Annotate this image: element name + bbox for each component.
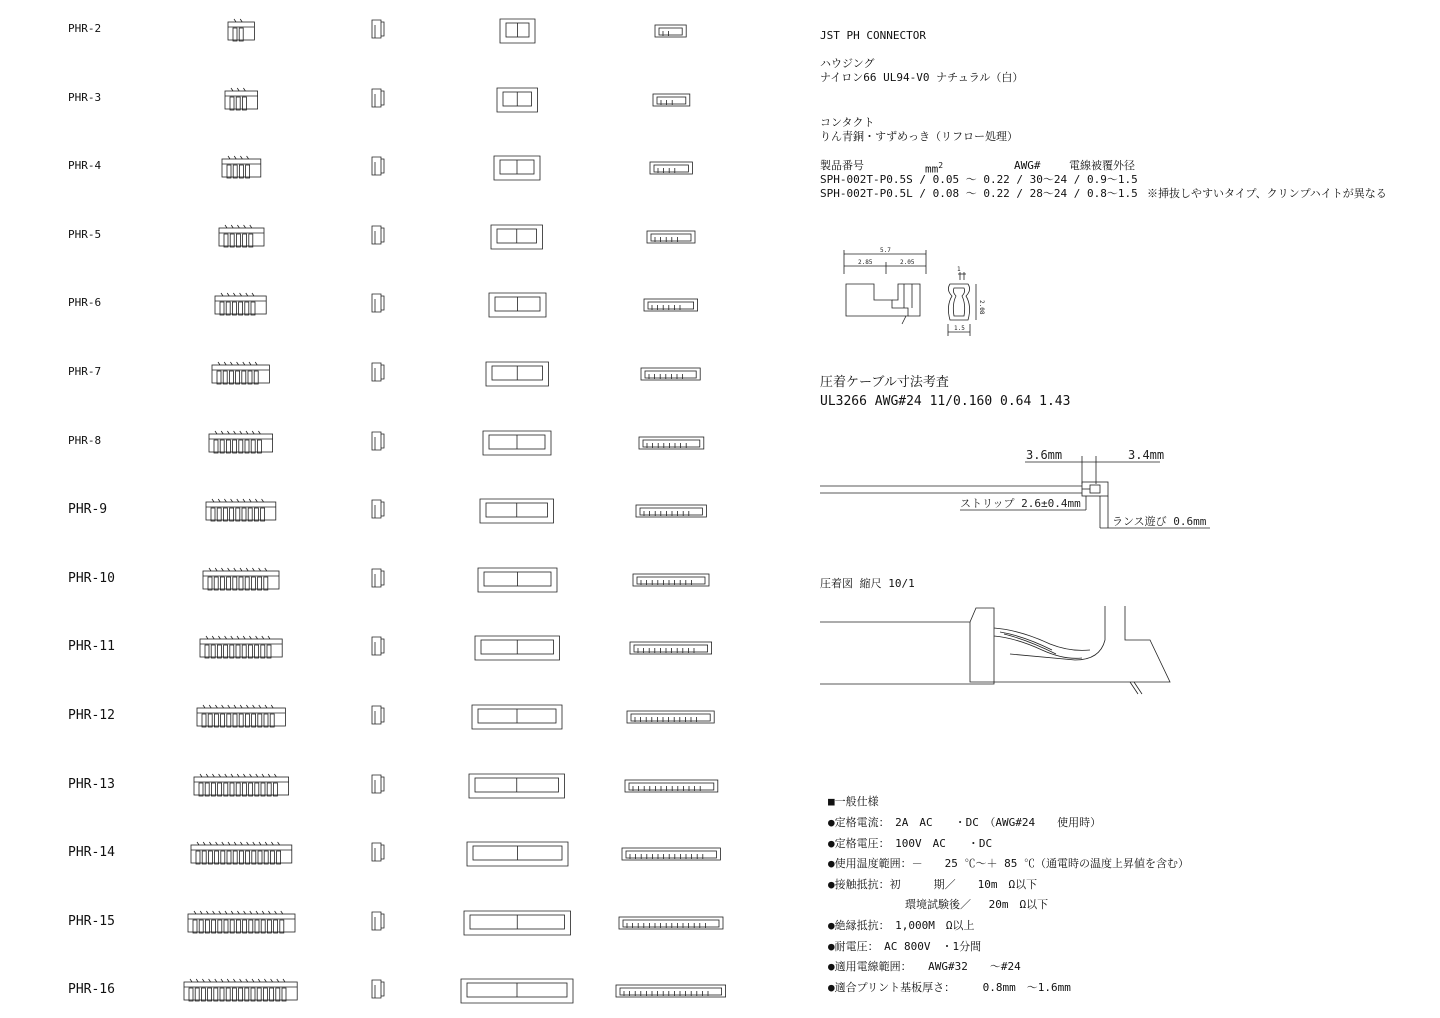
cable-spec: UL3266 AWG#24 11/0.160 0.64 1.43 [820,394,1071,409]
contact-value: りん青銅・すずめっき（リフロー処理） [820,130,1018,143]
table-header-mm: $mm^2$ [925,161,944,176]
top-view [465,840,570,868]
dim-5-7: 5.7 [880,247,891,254]
side-view [369,154,387,178]
housing-value: ナイロン66 UL94-V0 ナチュラル（白） [820,71,1024,84]
bottom-view [653,23,688,39]
table-header-od: 電線被覆外径 [1069,159,1135,172]
top-view [478,497,556,525]
part-label: PHR-3 [68,90,102,104]
front-view [210,361,271,387]
side-view [369,429,387,453]
bottom-view [628,640,714,656]
top-view [467,772,567,800]
side-view [369,977,387,1001]
side-view [369,566,387,590]
bottom-view [620,846,722,862]
table-header-awg: AWG# [1014,159,1041,172]
table-row-2-note: ※挿抜しやすいタイプ、クリンプハイトが異なる [1147,187,1387,200]
side-view [369,840,387,864]
crimp-heading: 圧着図 縮尺 10/1 [820,577,915,590]
general-spec-item: ●適合プリント基板厚さ： 0.8mm ～1.6mm [828,980,1071,994]
bottom-view [637,435,706,451]
front-view [186,910,297,936]
side-view [369,772,387,796]
bottom-view [651,92,692,108]
top-view [459,977,575,1005]
side-view [369,634,387,658]
top-view [489,223,545,251]
side-view [369,223,387,247]
terminal-drawing [830,244,1010,340]
part-label: PHR-8 [68,433,102,447]
side-view [369,497,387,521]
bottom-view [639,366,702,382]
connector-title: JST PH CONNECTOR [820,29,926,42]
table-header-part: 製品番号 [820,159,864,172]
cable-lance-label: ランス遊び 0.6mm [1112,515,1207,528]
bottom-view [623,778,720,794]
top-view [498,17,537,45]
front-view [204,498,278,524]
bottom-view [645,229,697,245]
part-label: PHR-9 [68,502,108,518]
top-view [484,360,551,388]
top-view [492,154,542,182]
table-row-1: SPH-002T-P0.5S / 0.05 ～ 0.22 / 30～24 / 0.9～1.5 [820,173,1138,186]
general-spec-item: ●適用電線範囲： AWG#32 ～#24 [828,960,1021,974]
front-view [198,635,284,661]
general-spec-item: ●定格電流： 2A AC ・DC （AWG#24 使用時） [828,816,1102,829]
part-label: PHR-5 [68,227,102,241]
top-view [470,703,564,731]
front-view [220,155,263,181]
cable-dim-right: 3.4mm [1128,448,1165,462]
side-view [369,17,387,41]
part-label: PHR-4 [68,159,102,173]
dim-1: 1 [957,266,961,273]
general-spec-item: ●定格電圧： 100V AC ・DC [828,836,993,850]
bottom-view [617,915,725,931]
top-view [481,429,553,457]
table-header-mm-sup: 2 [938,161,944,170]
front-view [195,704,287,730]
cable-strip-drawing [820,444,1220,536]
side-view [369,360,387,384]
front-view [201,567,281,593]
top-view [495,86,540,114]
dim-2-05: 2.05 [900,259,915,266]
cable-dim-left: 3.6mm [1026,448,1063,462]
side-view [369,703,387,727]
part-label: PHR-7 [68,365,102,378]
dim-1-5: 1.5 [954,325,965,332]
front-view [189,841,294,867]
table-row-2: SPH-002T-P0.5L / 0.08 ～ 0.22 / 28～24 / 0.8～1.5 [820,187,1138,200]
cable-strip-label: ストリップ 2.6±0.4mm [960,497,1081,510]
part-label: PHR-16 [68,982,115,998]
general-spec-item: ●耐電圧： AC 800V ・1分間 [828,939,982,953]
side-view [369,291,387,315]
front-view [223,87,260,113]
bottom-view [614,983,728,999]
part-label: PHR-11 [68,639,115,655]
general-heading: ■一般仕様 [828,795,879,808]
top-view [462,909,573,937]
bottom-view [631,572,711,588]
part-label: PHR-2 [68,22,102,35]
bottom-view [642,297,700,313]
part-label: PHR-13 [68,776,115,792]
bottom-view [648,160,694,176]
general-spec-item: ●接触抵抗：初 期／ 10m Ω以下 [828,877,1038,891]
front-view [207,430,275,456]
dim-2-85: 2.85 [858,259,873,266]
crimp-drawing [820,604,1180,698]
cable-heading: 圧着ケーブル寸法考査 [820,375,949,390]
front-view [213,292,268,318]
contact-heading: コンタクト [820,116,875,129]
general-spec-item: ●使用温度範囲：－ 25 ℃～＋ 85 ℃（通電時の温度上昇値を含む） [828,857,1189,871]
side-view [369,86,387,110]
general-spec-item: ●絶縁抵抗： 1,000M Ω以上 [828,919,975,932]
front-view [182,978,299,1004]
top-view [473,634,562,662]
dim-2-08: 2.08 [978,300,985,315]
part-label: PHR-14 [68,845,115,861]
front-view [192,773,291,799]
front-view [217,224,266,250]
part-label: PHR-15 [68,913,115,929]
part-label: PHR-10 [68,570,115,586]
bottom-view [625,709,716,725]
housing-heading: ハウジング [820,57,875,70]
part-label: PHR-6 [68,296,102,310]
part-label: PHR-12 [68,708,115,723]
top-view [476,566,559,594]
front-view [226,18,256,44]
bottom-view [634,503,708,519]
top-view [487,291,548,319]
side-view [369,909,387,933]
general-spec-item: 環境試験後／ 20m Ω以下 [828,898,1049,912]
